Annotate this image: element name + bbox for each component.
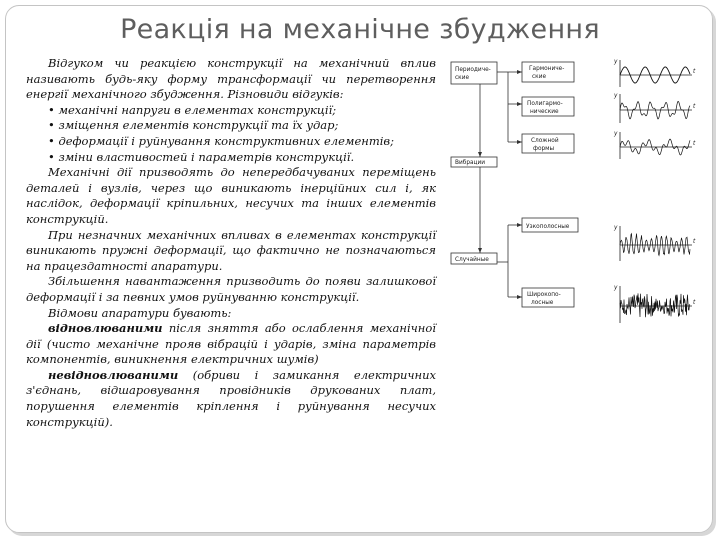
t-axis-label: t <box>693 141 696 147</box>
y-axis-label: y <box>614 285 618 291</box>
y-axis-label: y <box>614 93 618 99</box>
bullet-item: • зміни властивостей і параметрів конструкції. <box>48 149 355 164</box>
t-axis-label: t <box>693 300 696 306</box>
label-wideband-2: лосные <box>531 300 554 306</box>
recoverable-desc: після зняття або ослаблення механічної дії (чисто механічне прояв вібрацій і ударів, зміна параметрів компонентів, виникнення електричних шумів) <box>26 321 436 367</box>
label-random: Случайные <box>455 257 489 263</box>
paragraph-elastic: При незначних механічних впливах в елементах конструкції виникають пружні деформації, що фактично не позначаються на працездатності апаратури. <box>26 227 436 273</box>
intro-paragraph: Відгуком чи реакцією конструкції на механічний вплив називають будь-яку форму трансформації чи перетворення енергії механічного збудження. Різновиди відгуків: <box>26 56 436 102</box>
waveform-trace <box>620 293 690 317</box>
waveform-plots <box>613 59 696 323</box>
slide-title: Реакція на механічне збудження <box>120 14 600 45</box>
waveform-trace <box>620 234 690 256</box>
label-harmonic-1: Гармониче- <box>529 66 565 72</box>
unrecoverable-desc: (обриви і замикання електричних з'єднань, відшаровування провідників друкованих плат, порушення елементів кріплення і руйнування несучих конструкцій). <box>26 367 436 429</box>
term-recoverable: відновлюваними <box>48 321 163 336</box>
y-axis-label: y <box>614 131 618 137</box>
label-wideband-1: Широкопо- <box>527 292 561 298</box>
t-axis-label: t <box>693 104 696 110</box>
y-axis-label: y <box>614 59 618 65</box>
paragraph-inertia: Механічні дії призводять до непередбачуваних переміщень деталей і вузлів, через що виникають інерційних сил і, як наслідок, деформації кріпильних, несучих та інших елементів конструкцій. <box>26 165 436 226</box>
label-polyharmonic-2: нические <box>530 109 559 115</box>
box-harmonic <box>522 62 574 82</box>
label-sawtooth-2: формы <box>533 146 555 152</box>
label-vibrations: Вибрации <box>455 160 486 166</box>
y-axis-label: y <box>614 225 618 231</box>
label-periodic-1: Периодиче- <box>455 67 491 73</box>
t-axis-label: t <box>693 239 696 245</box>
label-polyharmonic-1: Полигармо- <box>527 101 563 107</box>
bullet-item: • механічні напруги в елементах конструкції; <box>48 102 337 117</box>
t-axis-label: t <box>693 69 696 75</box>
bullet-item: • зміщення елементів конструкції та їх удар; <box>48 118 339 133</box>
bullet-item: • деформації і руйнування конструктивних елементів; <box>48 133 394 148</box>
label-narrowband: Узкополосные <box>526 224 570 230</box>
term-unrecoverable: невідновлюваними <box>48 367 179 382</box>
label-harmonic-2: ские <box>532 74 547 80</box>
paragraph-failures: Відмови апаратури бувають: <box>48 305 232 320</box>
label-periodic-2: ские <box>455 75 470 81</box>
label-sawtooth-1: Сложной <box>531 138 559 144</box>
paragraph-residual: Збільшення навантаження призводить до появи залишкової деформації і за певних умов руйнуванню конструкції. <box>26 274 436 304</box>
